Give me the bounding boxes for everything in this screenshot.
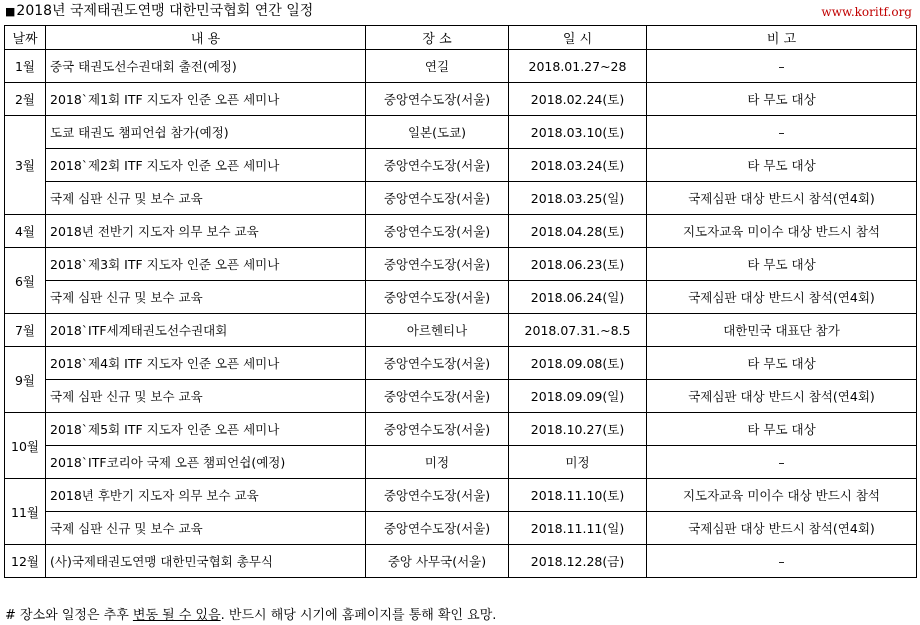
table-row [5, 479, 917, 512]
date-cell: 2018.06.24(일) [509, 281, 647, 314]
date-cell: 2018.07.31.~8.5 [509, 314, 647, 347]
date-cell: 2018.11.11(일) [509, 512, 647, 545]
content-cell: 2018`제1회 ITF 지도자 인준 오픈 세미나 [46, 83, 366, 116]
month-cell: 12월 [5, 545, 46, 578]
note-cell: 국제심판 대상 반드시 참석(연4회) [647, 182, 917, 215]
month-cell: 2월 [5, 83, 46, 116]
place-cell: 중앙연수도장(서울) [366, 182, 509, 215]
place-cell: 연길 [366, 50, 509, 83]
note-cell: 국제심판 대상 반드시 참석(연4회) [647, 281, 917, 314]
date-cell: 2018.11.10(토) [509, 479, 647, 512]
column-header-content: 내 용 [46, 26, 366, 50]
place-cell: 중앙연수도장(서울) [366, 281, 509, 314]
place-cell: 중앙연수도장(서울) [366, 413, 509, 446]
content-cell: 2018`제2회 ITF 지도자 인준 오픈 세미나 [46, 149, 366, 182]
note-cell: 타 무도 대상 [647, 83, 917, 116]
table-row [5, 347, 917, 380]
note-cell: 지도자교육 미이수 대상 반드시 참석 [647, 479, 917, 512]
schedule-body [5, 50, 917, 578]
place-cell: 중앙연수도장(서울) [366, 347, 509, 380]
column-header-note: 비 고 [647, 26, 917, 50]
date-cell: 2018.12.28(금) [509, 545, 647, 578]
content-cell: 2018`ITF코리아 국제 오픈 챔피언쉽(예정) [46, 446, 366, 479]
table-row [5, 545, 917, 578]
note-cell: 타 무도 대상 [647, 413, 917, 446]
content-cell: 국제 심판 신규 및 보수 교육 [46, 512, 366, 545]
column-header-datetime: 일 시 [509, 26, 647, 50]
table-row [5, 83, 917, 116]
content-cell: 국제 심판 신규 및 보수 교육 [46, 281, 366, 314]
content-cell: 도쿄 태권도 챔피언쉽 참가(예정) [46, 116, 366, 149]
month-cell: 4월 [5, 215, 46, 248]
document-title [5, 3, 313, 20]
date-cell: 2018.03.10(토) [509, 116, 647, 149]
footnote [5, 604, 496, 623]
table-row [5, 281, 917, 314]
date-cell: 2018.09.09(일) [509, 380, 647, 413]
place-cell: 중앙연수도장(서울) [366, 512, 509, 545]
date-cell: 2018.10.27(토) [509, 413, 647, 446]
table-row [5, 314, 917, 347]
note-cell: – [647, 50, 917, 83]
place-cell: 중앙연수도장(서울) [366, 248, 509, 281]
place-cell: 중앙연수도장(서울) [366, 479, 509, 512]
note-cell: – [647, 116, 917, 149]
table-row [5, 512, 917, 545]
date-cell: 2018.02.24(토) [509, 83, 647, 116]
month-cell: 11월 [5, 479, 46, 545]
month-cell: 9월 [5, 347, 46, 413]
table-row [5, 50, 917, 83]
month-cell: 10월 [5, 413, 46, 479]
title-square-bullet: ■ [5, 5, 16, 18]
note-cell: 국제심판 대상 반드시 참석(연4회) [647, 512, 917, 545]
place-cell: 일본(도쿄) [366, 116, 509, 149]
content-cell: 2018`제5회 ITF 지도자 인준 오픈 세미나 [46, 413, 366, 446]
content-cell: 2018`제4회 ITF 지도자 인준 오픈 세미나 [46, 347, 366, 380]
table-row [5, 380, 917, 413]
note-cell: 지도자교육 미이수 대상 반드시 참석 [647, 215, 917, 248]
table-header-row [5, 26, 917, 50]
column-header-place: 장 소 [366, 26, 509, 50]
website-url: www.koritf.org [821, 5, 912, 19]
date-cell: 2018.01.27~28 [509, 50, 647, 83]
place-cell: 중앙연수도장(서울) [366, 83, 509, 116]
place-cell: 아르헨티나 [366, 314, 509, 347]
place-cell: 중앙연수도장(서울) [366, 215, 509, 248]
content-cell: 2018`제3회 ITF 지도자 인준 오픈 세미나 [46, 248, 366, 281]
table-row [5, 446, 917, 479]
table-row [5, 116, 917, 149]
note-cell: 타 무도 대상 [647, 149, 917, 182]
place-cell: 미정 [366, 446, 509, 479]
table-row [5, 182, 917, 215]
schedule-table [4, 25, 917, 578]
content-cell: 국제 심판 신규 및 보수 교육 [46, 380, 366, 413]
note-cell: 대한민국 대표단 참가 [647, 314, 917, 347]
date-cell: 2018.03.24(토) [509, 149, 647, 182]
month-cell: 6월 [5, 248, 46, 314]
note-cell: 타 무도 대상 [647, 347, 917, 380]
content-cell: 국제 심판 신규 및 보수 교육 [46, 182, 366, 215]
note-cell: – [647, 545, 917, 578]
place-cell: 중앙연수도장(서울) [366, 380, 509, 413]
date-cell: 2018.03.25(일) [509, 182, 647, 215]
month-cell: 1월 [5, 50, 46, 83]
content-cell: 2018년 후반기 지도자 의무 보수 교육 [46, 479, 366, 512]
note-cell: 국제심판 대상 반드시 참석(연4회) [647, 380, 917, 413]
note-cell: – [647, 446, 917, 479]
content-cell: (사)국제태권도연맹 대한민국협회 총무식 [46, 545, 366, 578]
table-row [5, 149, 917, 182]
table-row [5, 413, 917, 446]
date-cell: 2018.06.23(토) [509, 248, 647, 281]
place-cell: 중앙연수도장(서울) [366, 149, 509, 182]
date-cell: 2018.09.08(토) [509, 347, 647, 380]
footnote-prefix: # 장소와 일정은 추후 [5, 608, 133, 623]
date-cell: 2018.04.28(토) [509, 215, 647, 248]
table-row [5, 215, 917, 248]
place-cell: 중앙 사무국(서울) [366, 545, 509, 578]
date-cell: 미정 [509, 446, 647, 479]
footnote-suffix: . 반드시 해당 시기에 홈페이지를 통해 확인 요망. [220, 608, 497, 623]
note-cell: 타 무도 대상 [647, 248, 917, 281]
content-cell: 중국 태권도선수권대회 출전(예정) [46, 50, 366, 83]
footnote-underlined: 변동 될 수 있음 [132, 608, 221, 623]
content-cell: 2018년 전반기 지도자 의무 보수 교육 [46, 215, 366, 248]
title-text: 2018년 국제태권도연맹 대한민국협회 연간 일정 [16, 3, 314, 19]
content-cell: 2018`ITF세계태권도선수권대회 [46, 314, 366, 347]
month-cell: 7월 [5, 314, 46, 347]
month-cell: 3월 [5, 116, 46, 215]
column-header-date: 날짜 [5, 26, 46, 50]
table-row [5, 248, 917, 281]
